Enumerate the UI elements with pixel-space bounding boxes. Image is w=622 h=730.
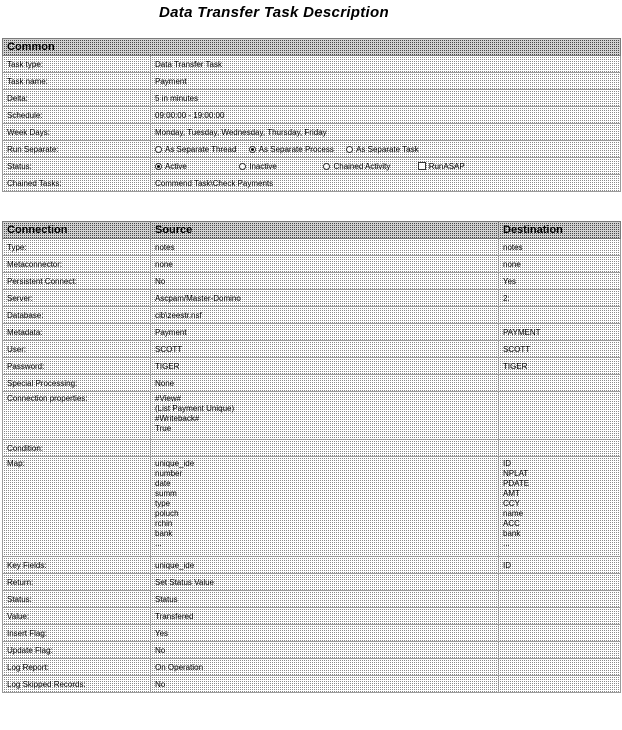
list-item: date: [155, 479, 171, 488]
run-separate-label: Run Separate:: [3, 141, 151, 158]
list-item: number: [155, 469, 183, 478]
list-item: ...: [503, 539, 510, 548]
table-row: [3, 375, 621, 392]
list-item: #Writeback#: [155, 414, 200, 423]
radio-selected-icon[interactable]: [155, 163, 162, 170]
radio-icon[interactable]: [155, 146, 162, 153]
status-label: Status:: [3, 158, 151, 175]
option-label: Chained Activity: [333, 161, 391, 171]
option-label: Inactive: [249, 161, 277, 171]
page-title: Data Transfer Task Description: [159, 4, 389, 21]
task-type-label: Task type:: [3, 56, 151, 73]
list-item: PDATE: [503, 479, 530, 488]
row-label: Password:: [3, 358, 151, 375]
row-label: Insert Flag:: [3, 625, 151, 642]
destination-value: [499, 625, 621, 642]
common-table: [2, 38, 621, 192]
delta-row: [3, 90, 621, 107]
table-row: [3, 290, 621, 307]
task-type-row: [3, 56, 621, 73]
source-value: No: [151, 676, 499, 693]
table-row: [3, 659, 621, 676]
run-separate-row: [3, 141, 621, 158]
list-item: #View#: [155, 394, 182, 403]
list-item: NPLAT: [503, 469, 529, 478]
table-row: [3, 239, 621, 256]
run-separate-options: [151, 141, 621, 158]
destination-value: ID: [499, 557, 621, 574]
row-label: Metadata:: [3, 324, 151, 341]
status-options: [151, 158, 621, 175]
source-header: Source: [151, 222, 499, 239]
run-separate-option-task[interactable]: [346, 145, 419, 154]
table-row: [3, 642, 621, 659]
condition-row: [3, 440, 621, 457]
chained-tasks-row: [3, 175, 621, 192]
run-separate-option-thread[interactable]: [155, 145, 236, 154]
destination-value: [499, 642, 621, 659]
list-item: rchin: [155, 519, 173, 528]
destination-value: TIGER: [499, 358, 621, 375]
list-item: unique_ide: [155, 459, 195, 468]
task-name-value: Payment: [151, 73, 621, 90]
list-item: ...: [155, 539, 162, 548]
table-row: [3, 256, 621, 273]
radio-icon[interactable]: [323, 163, 330, 170]
table-row: [3, 324, 621, 341]
list-item: ACC: [503, 519, 520, 528]
destination-value: [499, 375, 621, 392]
list-item: bank: [503, 529, 521, 538]
common-header: Common: [3, 39, 621, 56]
radio-icon[interactable]: [346, 146, 353, 153]
list-item: name: [503, 509, 524, 518]
table-row: [3, 557, 621, 574]
source-value: None: [151, 375, 499, 392]
destination-value: [499, 591, 621, 608]
source-value: No: [151, 273, 499, 290]
list-item: summ: [155, 489, 177, 498]
checkbox-label: RunASAP: [428, 161, 465, 171]
source-value: [151, 392, 499, 440]
delta-value: 5 in minutes: [151, 90, 621, 107]
source-value: TIGER: [151, 358, 499, 375]
connection-table: [2, 221, 621, 693]
destination-value: [499, 440, 621, 457]
source-value: Ascpam/Master-Domino: [151, 290, 499, 307]
row-label: Database:: [3, 307, 151, 324]
table-row: [3, 676, 621, 693]
row-label: Update Flag:: [3, 642, 151, 659]
list-item: CCY: [503, 499, 520, 508]
table-row: [3, 273, 621, 290]
row-label: Condition:: [3, 440, 151, 457]
task-type-value: Data Transfer Task: [151, 56, 621, 73]
row-label: Map:: [3, 457, 151, 557]
source-value: Transfered: [151, 608, 499, 625]
row-label: User:: [3, 341, 151, 358]
destination-value: Yes: [499, 273, 621, 290]
radio-selected-icon[interactable]: [249, 146, 256, 153]
radio-icon[interactable]: [239, 163, 246, 170]
option-label: Active: [165, 161, 187, 171]
row-label: Log Report:: [3, 659, 151, 676]
row-label: Value:: [3, 608, 151, 625]
destination-value: [499, 392, 621, 440]
source-value: none: [151, 256, 499, 273]
row-label: Log Skipped Records:: [3, 676, 151, 693]
source-value: [151, 457, 499, 557]
week-days-label: Week Days:: [3, 124, 151, 141]
list-item: ID: [503, 459, 511, 468]
source-value: Yes: [151, 625, 499, 642]
source-value: No: [151, 642, 499, 659]
destination-value: none: [499, 256, 621, 273]
option-label: As Separate Task: [356, 144, 419, 154]
row-label: Type:: [3, 239, 151, 256]
row-label: Status:: [3, 591, 151, 608]
run-separate-option-process[interactable]: [249, 145, 334, 154]
row-label: Metaconnector:: [3, 256, 151, 273]
destination-value: [499, 608, 621, 625]
row-label: Key Fields:: [3, 557, 151, 574]
connection-properties-row: [3, 392, 621, 440]
option-label: As Separate Thread: [165, 144, 237, 154]
destination-value: notes: [499, 239, 621, 256]
table-row: [3, 341, 621, 358]
source-value: unique_ide: [151, 557, 499, 574]
list-item: bank: [155, 529, 173, 538]
task-name-row: [3, 73, 621, 90]
status-option-inactive[interactable]: [239, 162, 311, 171]
table-row: [3, 591, 621, 608]
schedule-label: Schedule:: [3, 107, 151, 124]
list-item: AMT: [503, 489, 520, 498]
source-value: SCOTT: [151, 341, 499, 358]
source-value: Payment: [151, 324, 499, 341]
list-item: poluch: [155, 509, 179, 518]
option-label: As Separate Process: [258, 144, 334, 154]
source-value: On Operation: [151, 659, 499, 676]
source-value: [151, 440, 499, 457]
table-row: [3, 358, 621, 375]
table-row: [3, 307, 621, 324]
source-value: notes: [151, 239, 499, 256]
week-days-row: [3, 124, 621, 141]
source-value: Status: [151, 591, 499, 608]
chained-tasks-value: Commend Task\Check Payments: [151, 175, 621, 192]
common-header-row: [3, 39, 621, 56]
table-row: [3, 608, 621, 625]
row-label: Persistent Connect:: [3, 273, 151, 290]
table-row: [3, 574, 621, 591]
task-name-label: Task name:: [3, 73, 151, 90]
chained-tasks-label: Chained Tasks:: [3, 175, 151, 192]
row-label: Return:: [3, 574, 151, 591]
row-label: Connection properties:: [3, 392, 151, 440]
destination-value: 2:: [499, 290, 621, 307]
runasap-checkbox[interactable]: [418, 162, 465, 171]
destination-header: Destination: [499, 222, 621, 239]
destination-value: SCOTT: [499, 341, 621, 358]
destination-value: [499, 676, 621, 693]
destination-value: [499, 574, 621, 591]
list-item: type: [155, 499, 171, 508]
row-label: Special Processing:: [3, 375, 151, 392]
connection-header: Connection: [3, 222, 151, 239]
schedule-row: [3, 107, 621, 124]
schedule-value: 09:00:00 - 19:00:00: [151, 107, 621, 124]
list-item: True: [155, 424, 172, 433]
status-row: [3, 158, 621, 175]
row-label: Server:: [3, 290, 151, 307]
destination-value: [499, 307, 621, 324]
map-row: [3, 457, 621, 557]
table-row: [3, 625, 621, 642]
checkbox-icon[interactable]: [418, 162, 426, 170]
week-days-value: Monday, Tuesday, Wednesday, Thursday, Friday: [151, 124, 621, 141]
list-item: (List Payment Unique): [155, 404, 235, 413]
delta-label: Delta:: [3, 90, 151, 107]
source-value: Set Status Value: [151, 574, 499, 591]
source-value: cib\zeestr.nsf: [151, 307, 499, 324]
destination-value: PAYMENT: [499, 324, 621, 341]
destination-value: [499, 457, 621, 557]
destination-value: [499, 659, 621, 676]
status-option-active[interactable]: [155, 162, 227, 171]
status-option-chained[interactable]: [323, 162, 405, 171]
connection-header-row: [3, 222, 621, 239]
